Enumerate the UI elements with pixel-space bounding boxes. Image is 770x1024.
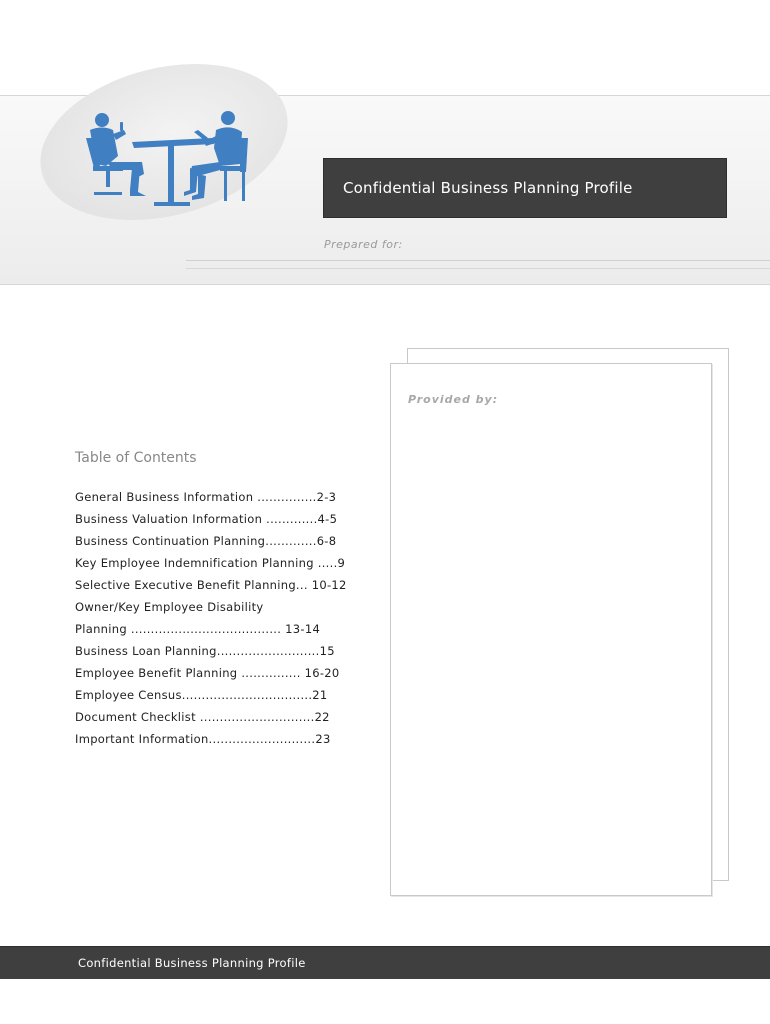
toc-entry: Business Valuation Information .............4-5	[75, 512, 338, 526]
toc-entry: General Business Information ...............2-3	[75, 490, 337, 504]
toc-entry: Key Employee Indemnification Planning .....9	[75, 556, 346, 570]
prepared-for-label: Prepared for:	[324, 238, 403, 251]
header-title: Confidential Business Planning Profile	[343, 179, 633, 197]
toc-entry: Planning ...................................... 13-14	[75, 622, 321, 636]
prepared-for-rule	[186, 260, 770, 261]
provided-by-label: Provided by:	[408, 393, 499, 406]
prepared-for-rule-secondary	[186, 268, 770, 269]
toc-entry: Employee Census.................................21	[75, 688, 328, 702]
business-meeting-icon	[80, 108, 270, 208]
header-title-box	[323, 158, 727, 218]
toc-heading: Table of Contents	[75, 450, 197, 466]
toc-entry: Selective Executive Benefit Planning... 10-12	[75, 578, 347, 592]
footer-band	[0, 946, 770, 979]
toc-entry: Important Information...........................23	[75, 732, 331, 746]
toc-entry: Business Loan Planning..........................15	[75, 644, 335, 658]
toc-entry: Document Checklist .............................22	[75, 710, 330, 724]
footer-title: Confidential Business Planning Profile	[78, 956, 306, 970]
provided-by-card	[390, 363, 712, 896]
toc-entry: Owner/Key Employee Disability	[75, 600, 264, 614]
table-of-contents	[75, 450, 370, 750]
toc-entry: Business Continuation Planning.............6-8	[75, 534, 337, 548]
toc-entry: Employee Benefit Planning ............... 16-20	[75, 666, 340, 680]
toc-list	[75, 486, 370, 750]
